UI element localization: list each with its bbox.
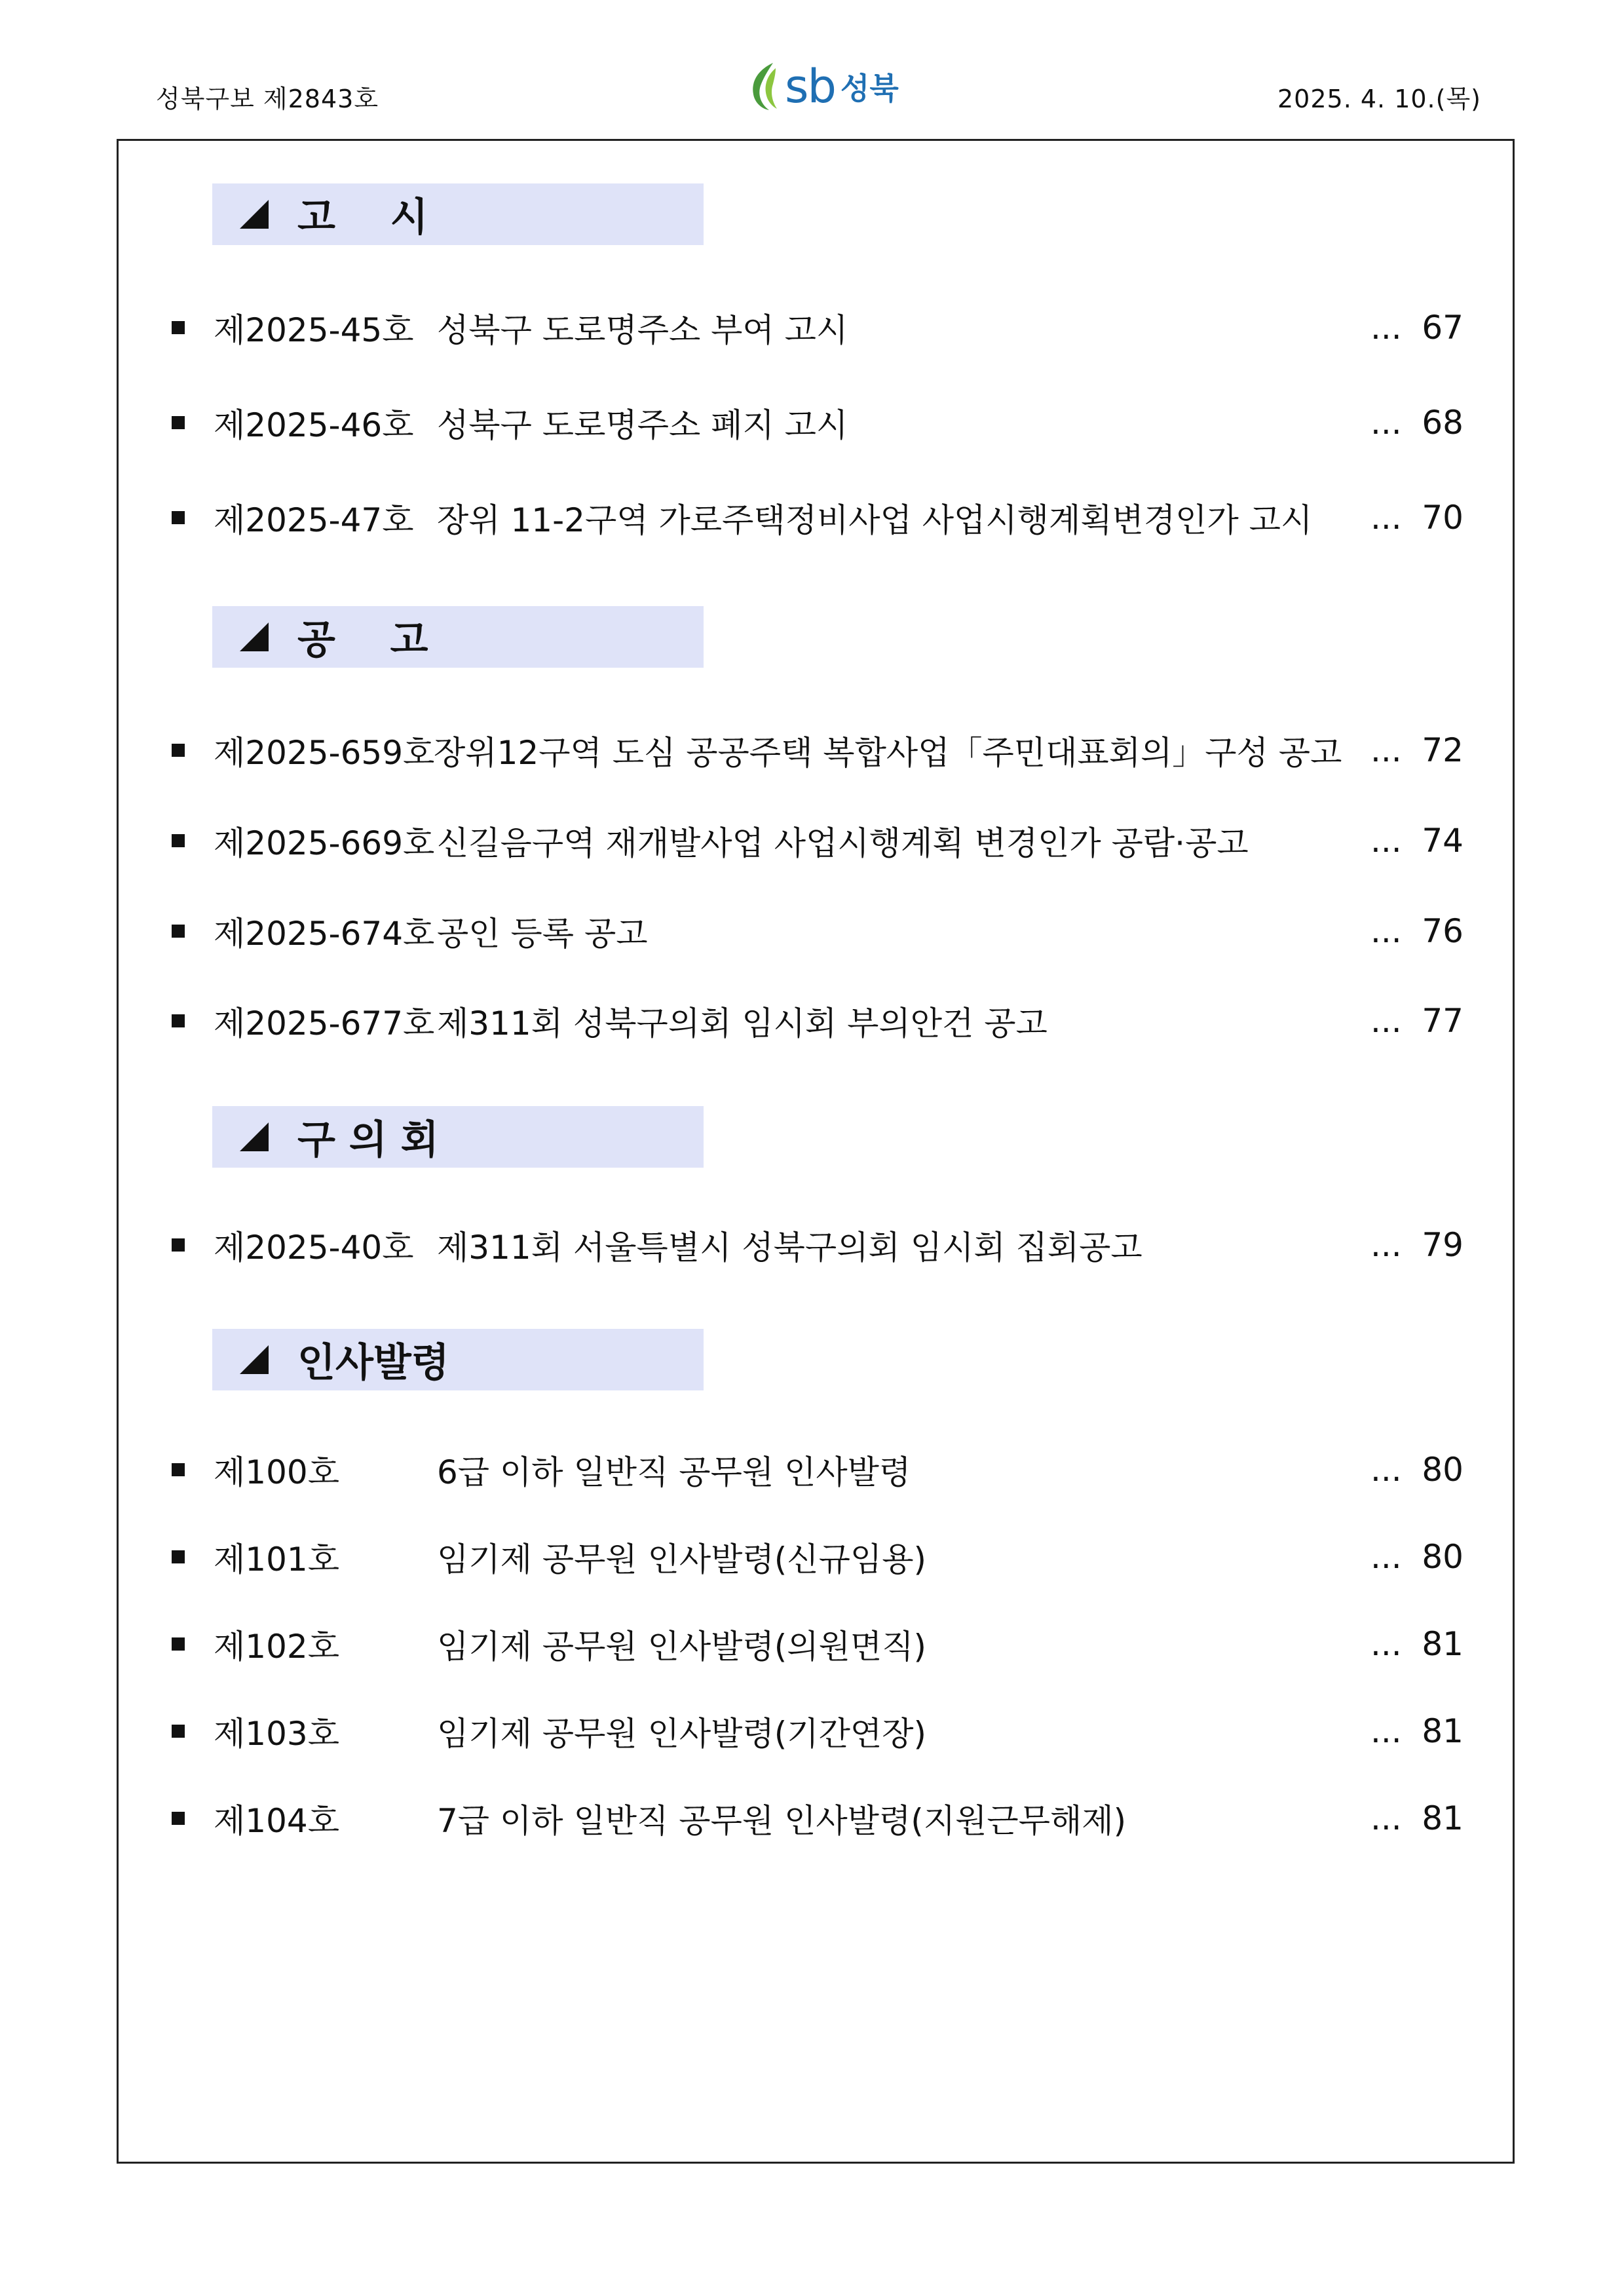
entry-title: 7급 이하 일반직 공무원 인사발령(지원근무해제)	[437, 1802, 1127, 1840]
leader-dots: ...	[1370, 1226, 1402, 1264]
section-title: 공 고	[297, 617, 428, 663]
square-bullet-icon	[172, 1812, 185, 1825]
page-number: 80	[1422, 1451, 1463, 1489]
section-title: 인사발령	[297, 1340, 449, 1386]
entry-title: 임기제 공무원 인사발령(의원면직)	[437, 1628, 927, 1666]
entry-number: 제2025-40호	[214, 1229, 414, 1267]
leader-dots: ...	[1370, 1002, 1402, 1040]
section-title: 고 시	[297, 195, 428, 240]
page-number: 81	[1422, 1625, 1463, 1663]
square-bullet-icon	[172, 1725, 185, 1738]
leader-dots: ...	[1370, 404, 1402, 442]
page-number: 70	[1422, 499, 1463, 537]
page-number: 72	[1422, 731, 1463, 769]
square-bullet-icon	[172, 1463, 185, 1476]
section-header	[212, 183, 704, 245]
entry-title: 장위12구역 도심 공공주택 복합사업「주민대표회의」구성 공고	[434, 734, 1342, 772]
entry-number: 제2025-669호	[214, 824, 435, 862]
section-header	[212, 606, 704, 668]
triangle-marker-icon	[240, 200, 269, 229]
square-bullet-icon	[172, 416, 185, 429]
square-bullet-icon	[172, 834, 185, 847]
logo-name: 성북	[840, 71, 899, 106]
entry-title: 성북구 도로명주소 폐지 고시	[437, 406, 848, 444]
toc-entry[interactable]	[172, 908, 1463, 954]
page-number: 68	[1422, 404, 1463, 442]
toc-entry[interactable]	[172, 495, 1463, 541]
toc-entry[interactable]	[172, 1708, 1463, 1754]
entry-number: 제104호	[214, 1802, 340, 1840]
section-header	[212, 1106, 704, 1168]
entry-number: 제2025-677호	[214, 1004, 435, 1043]
toc-entry[interactable]	[172, 400, 1463, 446]
toc-entry[interactable]	[172, 727, 1463, 773]
entry-number: 제2025-45호	[214, 311, 414, 349]
triangle-marker-icon	[240, 1122, 269, 1151]
toc-entry[interactable]	[172, 1621, 1463, 1667]
logo-mark-icon	[747, 62, 781, 111]
entry-title: 장위 11-2구역 가로주택정비사업 사업시행계획변경인가 고시	[437, 501, 1313, 539]
leader-dots: ...	[1370, 309, 1402, 347]
toc-entry[interactable]	[172, 998, 1463, 1044]
triangle-marker-icon	[240, 622, 269, 651]
entry-title: 제311회 성북구의회 임시회 부의안건 공고	[437, 1004, 1048, 1043]
square-bullet-icon	[172, 1637, 185, 1651]
leader-dots: ...	[1370, 1712, 1402, 1750]
page-number: 81	[1422, 1712, 1463, 1750]
entry-title: 신길음구역 재개발사업 사업시행계획 변경인가 공람·공고	[437, 824, 1249, 862]
leader-dots: ...	[1370, 1625, 1402, 1663]
square-bullet-icon	[172, 321, 185, 334]
page-number: 81	[1422, 1799, 1463, 1837]
square-bullet-icon	[172, 1550, 185, 1563]
section-title: 구 의 회	[297, 1117, 439, 1163]
entry-number: 제2025-46호	[214, 406, 414, 444]
page-number: 74	[1422, 822, 1463, 860]
entry-number: 제2025-659호	[214, 734, 435, 772]
toc-entry[interactable]	[172, 1795, 1463, 1841]
square-bullet-icon	[172, 744, 185, 757]
toc-entry[interactable]	[172, 305, 1463, 351]
square-bullet-icon	[172, 511, 185, 524]
leader-dots: ...	[1370, 1799, 1402, 1837]
leader-dots: ...	[1370, 1451, 1402, 1489]
entry-number: 제103호	[214, 1715, 340, 1753]
triangle-marker-icon	[240, 1345, 269, 1374]
logo-text: sb	[785, 60, 835, 113]
entry-number: 제100호	[214, 1453, 340, 1491]
entry-title: 임기제 공무원 인사발령(기간연장)	[437, 1715, 927, 1753]
leader-dots: ...	[1370, 912, 1402, 950]
leader-dots: ...	[1370, 731, 1402, 769]
page-number: 77	[1422, 1002, 1463, 1040]
leader-dots: ...	[1370, 1538, 1402, 1576]
section-header	[212, 1329, 704, 1390]
entry-title: 6급 이하 일반직 공무원 인사발령	[437, 1453, 911, 1491]
toc-entry[interactable]	[172, 1447, 1463, 1493]
toc-entry[interactable]	[172, 1534, 1463, 1580]
square-bullet-icon	[172, 1238, 185, 1252]
seongbuk-logo	[747, 60, 899, 113]
toc-entry[interactable]	[172, 1222, 1463, 1268]
page-number: 79	[1422, 1226, 1463, 1264]
leader-dots: ...	[1370, 499, 1402, 537]
toc-entry[interactable]	[172, 818, 1463, 864]
square-bullet-icon	[172, 925, 185, 938]
gazette-issue-label: 성북구보 제2843호	[156, 85, 379, 113]
entry-title: 임기제 공무원 인사발령(신규임용)	[437, 1540, 927, 1578]
entry-number: 제2025-674호	[214, 915, 435, 953]
page-number: 80	[1422, 1538, 1463, 1576]
entry-number: 제101호	[214, 1540, 340, 1578]
page-number: 76	[1422, 912, 1463, 950]
leader-dots: ...	[1370, 822, 1402, 860]
issue-date: 2025. 4. 10.(목)	[1277, 85, 1481, 113]
square-bullet-icon	[172, 1014, 185, 1027]
entry-title: 성북구 도로명주소 부여 고시	[437, 311, 848, 349]
entry-number: 제2025-47호	[214, 501, 414, 539]
entry-number: 제102호	[214, 1628, 340, 1666]
entry-title: 공인 등록 공고	[437, 915, 648, 953]
entry-title: 제311회 서울특별시 성북구의회 임시회 집회공고	[437, 1229, 1142, 1267]
page-number: 67	[1422, 309, 1463, 347]
